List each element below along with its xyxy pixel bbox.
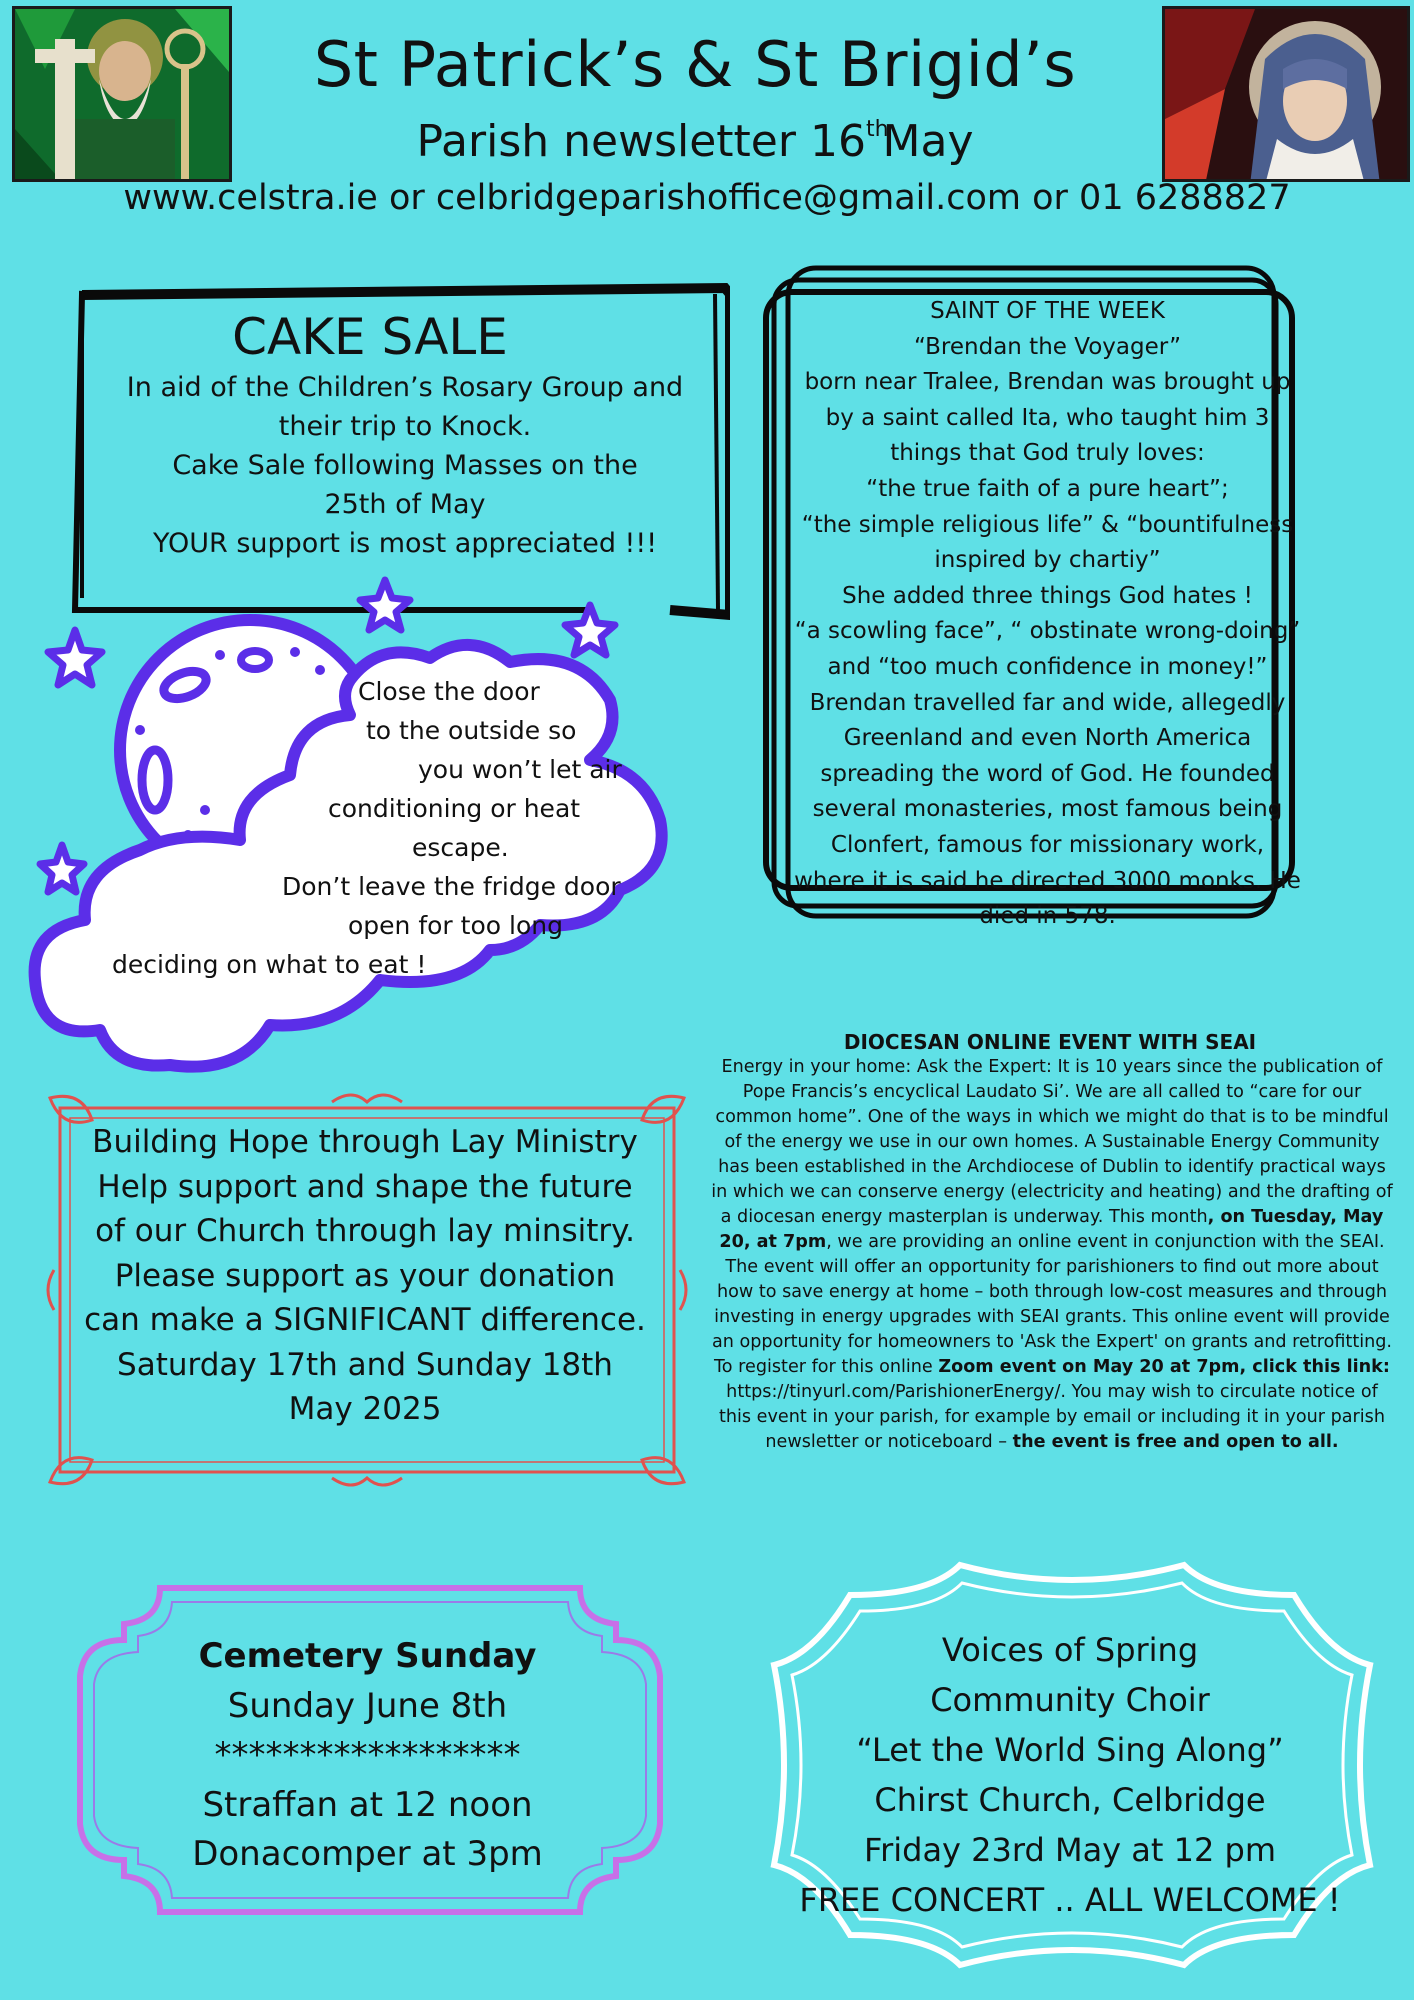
star-icon: [565, 605, 615, 655]
cake-sale-line: YOUR support is most appreciated !!!: [152, 528, 658, 559]
saint-line: things that God truly loves:: [890, 440, 1205, 467]
diocesan-event-body: [708, 1055, 1396, 1455]
lay-ministry-line: of our Church through lay minsitry.: [95, 1213, 635, 1249]
diocesan-text: Energy in your home: Ask the Expert: It is 10 years since the publication of Pope Francis’s encyclical Laudato Si’. We are all called to “care for our common home”. One of the ways in which we might do that is to be mindful of the energy we use in our own homes. A Sustainable Energy Community has been established in the Archdiocese of Dublin to identify practical ways in which we can conserve energy (electricity and heating) and the drafting of a diocesan energy masterplan is underway. This month: [711, 1057, 1393, 1227]
saint-line: She added three things God hates !: [842, 582, 1253, 609]
tip-line: Close the door: [358, 677, 540, 706]
choir-line: “Let the World Sing Along”: [856, 1731, 1284, 1769]
cemetery-divider: ******************: [214, 1735, 521, 1775]
tip-line: to the outside so: [366, 716, 577, 745]
lay-ministry-line: Help support and shape the future: [97, 1168, 633, 1205]
choir-line: Community Choir: [930, 1681, 1210, 1719]
tip-line: you won’t let air: [418, 755, 622, 784]
saint-line: “the simple religious life” & “bountifulness: [801, 511, 1294, 538]
subtitle-suffix: May: [882, 116, 974, 167]
diocesan-zoom-bold: Zoom event on May 20 at 7pm, click this link:: [938, 1357, 1390, 1377]
choir-line: Voices of Spring: [941, 1631, 1199, 1669]
cemetery-donacomper: Donacomper at 3pm: [192, 1834, 543, 1874]
saint-line: “a scowling face”, “ obstinate wrong-doing”: [794, 618, 1301, 645]
saint-line: spreading the word of God. He founded: [820, 760, 1275, 787]
moon-cloud-illustration: [20, 570, 780, 1090]
cake-sale-line: their trip to Knock.: [278, 411, 532, 442]
star-icon: [48, 630, 102, 685]
star-icon: [40, 845, 84, 892]
saint-line: where it is said he directed 3000 monks. He: [794, 867, 1301, 894]
saint-heading: SAINT OF THE WEEK: [930, 298, 1165, 324]
tip-line: deciding on what to eat !: [112, 950, 427, 979]
cake-sale-line: In aid of the Children’s Rosary Group and: [126, 372, 684, 403]
saint-line: several monasteries, most famous being: [812, 796, 1283, 823]
tip-line: conditioning or heat: [328, 794, 581, 823]
saint-line: Brendan travelled far and wide, allegedly: [809, 689, 1286, 716]
saint-line: “Brendan the Voyager”: [913, 333, 1182, 360]
cemetery-title: Cemetery Sunday: [198, 1636, 537, 1676]
newsletter-title: St Patrick’s & St Brigid’s: [313, 28, 1077, 101]
cemetery-straffan: Straffan at 12 noon: [202, 1784, 533, 1825]
diocesan-date-bold: , on Tuesday, May 20, at 7pm: [719, 1207, 1384, 1252]
newsletter-subtitle: [230, 116, 1160, 167]
diocesan-link-text: https://tinyurl.com/ParishionerEnergy/. You may wish to circulate notice of this event in your parish, for example by email or including it in your parish newsletter or noticeboard –: [718, 1382, 1385, 1452]
saint-line: died in 578.: [979, 903, 1116, 930]
subtitle-prefix: Parish newsletter 16: [416, 116, 866, 167]
lay-ministry-text: [70, 1120, 660, 1432]
lay-ministry-line: Saturday 17th and Sunday 18th: [117, 1346, 613, 1383]
saint-line: by a saint called Ita, who taught him 3: [825, 404, 1270, 431]
saint-line: Greenland and even North America: [843, 725, 1252, 752]
diocesan-event-title: DIOCESAN ONLINE EVENT WITH SEAI: [843, 1030, 1257, 1054]
tip-line: open for too long: [348, 911, 563, 940]
star-icon: [360, 580, 410, 630]
diocesan-text: , we are providing an online event in conjunction with the SEAI. The event will offer an opportunity for parishioners to find out more about how to save energy at home – both through low-cost measures and through investing in energy upgrades with SEAI grants. This online event will provide an opportunity for homeowners to 'Ask the Expert' on grants and retrofitting. To register for this online: [711, 1232, 1393, 1377]
cake-sale-line: Cake Sale following Masses on the: [172, 450, 638, 481]
contact-line: www.celstra.ie or celbridgeparishoffice@gmail.com or 01 6288827: [123, 178, 1291, 218]
cake-sale-title: CAKE SALE: [232, 308, 508, 366]
saint-of-week-text: [775, 294, 1320, 935]
st-brigid-image: [1162, 6, 1410, 182]
lay-ministry-line: May 2025: [288, 1391, 442, 1427]
st-patrick-image: [12, 6, 232, 182]
lay-ministry-line: can make a SIGNIFICANT difference.: [84, 1302, 646, 1338]
cake-sale-line: 25th of May: [324, 489, 486, 520]
subtitle-ordinal: th: [865, 117, 889, 142]
saint-line: and “too much confidence in money!”: [827, 653, 1268, 680]
saint-line: Clonfert, famous for missionary work,: [830, 831, 1265, 858]
saint-line: born near Tralee, Brendan was brought up: [804, 369, 1291, 396]
tip-line: Don’t leave the fridge door: [282, 872, 621, 901]
choir-line: Chirst Church, Celbridge: [874, 1781, 1266, 1819]
saint-line: “the true faith of a pure heart”;: [866, 475, 1229, 502]
cemetery-sunday-text: [90, 1632, 645, 1880]
cemetery-date: Sunday June 8th: [227, 1685, 508, 1726]
choir-line: Friday 23rd May at 12 pm: [864, 1831, 1276, 1869]
diocesan-free-bold: the event is free and open to all.: [1012, 1432, 1339, 1452]
tip-line: escape.: [412, 833, 509, 862]
saint-line: inspired by chartiy”: [934, 547, 1161, 574]
choir-text: [770, 1625, 1370, 1925]
lay-ministry-heading: Building Hope through Lay Ministry: [92, 1124, 638, 1160]
cake-sale-details: [100, 368, 710, 563]
choir-line: FREE CONCERT .. ALL WELCOME !: [799, 1881, 1341, 1919]
lay-ministry-line: Please support as your donation: [114, 1257, 616, 1294]
